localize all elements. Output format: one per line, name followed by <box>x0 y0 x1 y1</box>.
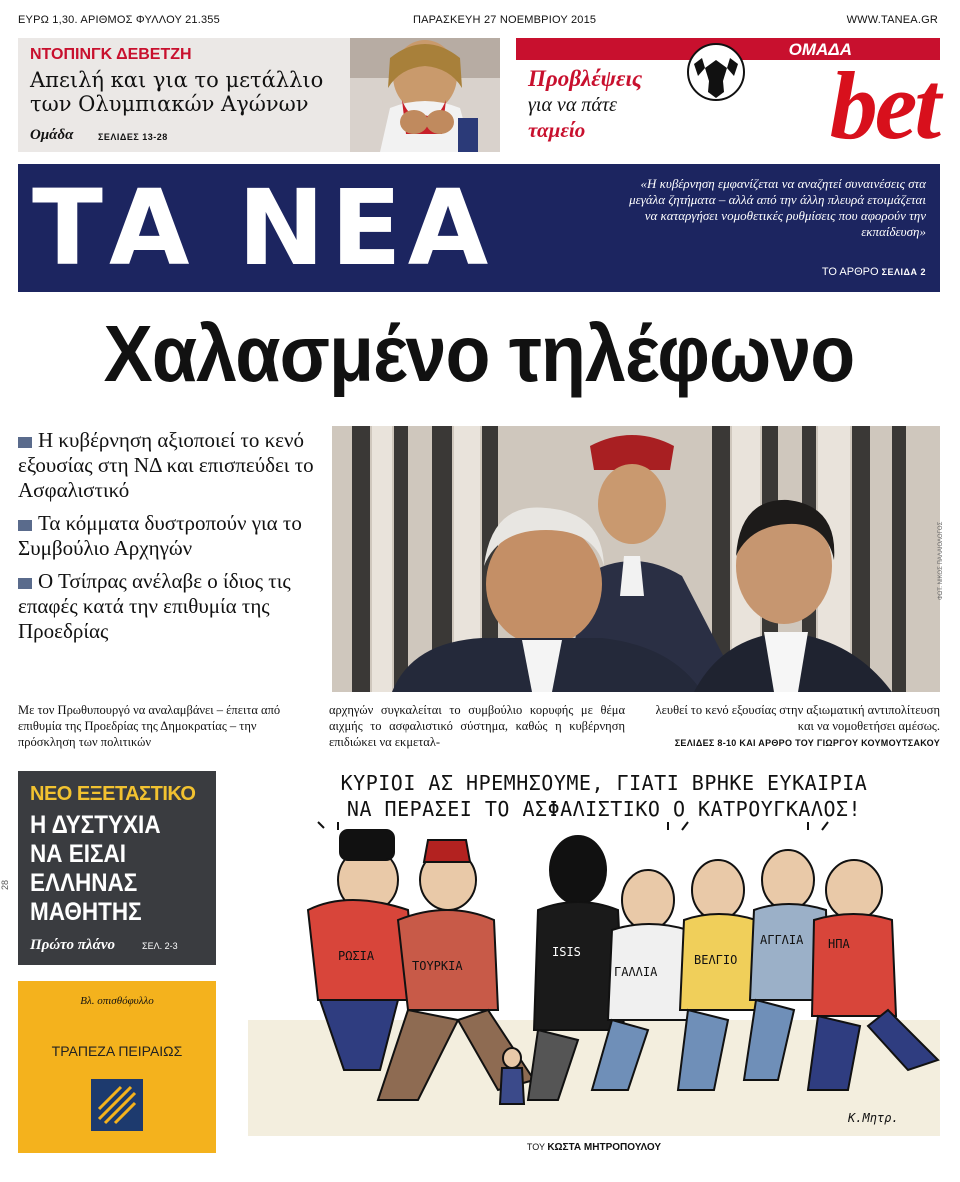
ad-note: Βλ. οπισθόφυλλο <box>80 995 154 1007</box>
bullet-text: Ο Τσίπρας ανέλαβε ο ίδιος τις επαφές κατά την επιθυμία της Προεδρίας <box>18 569 291 643</box>
cartoon-label-france: ΓΑΛΛΙΑ <box>614 965 658 979</box>
bank-logo-icon <box>91 1079 143 1131</box>
article-col-2: αρχηγών συγκαλείται το συμβούλιο κορυφής με θέμα αιχμής το ασφαλιστικό σύστημα, καθώς η κυβέρνηση επιδιώκει να εκμεταλ- <box>329 703 625 749</box>
exam-promo[interactable] <box>18 771 216 965</box>
bullet-item <box>18 569 318 644</box>
ad-bank-name: ΤΡΑΠΕΖΑ ΠΕΙΡΑΙΩΣ <box>51 1043 183 1059</box>
bullet-item <box>18 428 318 503</box>
newspaper-logo[interactable]: ΤΑ ΝΕΑ <box>32 167 495 289</box>
price-issue: ΕΥΡΩ 1,30. ΑΡΙΘΜΟΣ ΦΥΛΛΟΥ 21.355 <box>18 14 220 26</box>
promo-pages: ΣΕΛΙΔΕΣ 13-28 <box>98 132 168 142</box>
article-col-3-text: λευθεί το κενό εξουσίας στην αξιωματική αντιπολίτευση και να νομοθετήσει αμέσως. <box>655 703 940 733</box>
photo-credit: ΦΩΤ. ΝΙΚΟΣ ΠΑΛΑΙΟΛΟΓΟΣ <box>938 521 944 600</box>
sports-promo[interactable] <box>18 38 500 152</box>
article-ref-label: ΤΟ ΑΡΘΡΟ <box>821 266 879 278</box>
cartoon-drawing <box>248 770 940 1136</box>
omada-label: ΟΜΑΔΑ <box>788 40 852 59</box>
masthead <box>18 164 940 292</box>
promo-kicker: ΝΤΟΠΙΝΓΚ ΔΕΒΕΤΖΗ <box>30 46 192 63</box>
bullet-dash-icon <box>18 520 32 531</box>
site-url[interactable]: WWW.TANEA.GR <box>846 14 938 26</box>
promo-title: Απειλή και για το μετάλλιο των Ολυμπιακών Αγώνων <box>30 68 324 116</box>
bank-ad[interactable] <box>18 981 216 1153</box>
bet-line1: Προβλέψεις <box>528 66 643 91</box>
bullet-dash-icon <box>18 437 32 448</box>
cartoon-credit-prefix: ΤΟΥ <box>526 1142 545 1152</box>
cartoon-label-isis: ISIS <box>552 945 581 959</box>
cartoon-signature: Κ.Μητρ. <box>848 1111 899 1125</box>
bullet-text: Η κυβέρνηση αξιοποιεί το κενό εξουσίας στη ΝΔ και επισπεύδει το Ασφαλιστικό <box>18 428 314 502</box>
bet-logo: bet <box>829 52 938 159</box>
cartoon-credit-name: ΚΩΣΤΑ ΜΗΤΡΟΠΟΥΛΟΥ <box>547 1142 662 1153</box>
football-icon <box>686 42 746 102</box>
cartoon-label-turkey: ΤΟΥΡΚΙΑ <box>412 959 463 973</box>
exam-section: Πρώτο πλάνο <box>30 937 116 953</box>
political-cartoon[interactable] <box>248 770 940 1136</box>
exam-kicker: ΝΕΟ ΕΞΕΤΑΣΤΙΚΟ <box>30 783 196 805</box>
bullet-dash-icon <box>18 578 32 589</box>
exam-title: Η ΔΥΣΤΥΧΙΑ ΝΑ ΕΙΣΑΙ ΕΛΛΗΝΑΣ ΜΑΘΗΤΗΣ <box>30 811 161 926</box>
cartoon-caption-line1: ΚΥΡΙΟΙ ΑΣ ΗΡΕΜΗΣΟΥΜΕ, ΓΙΑΤΙ ΒΡΗΚΕ ΕΥΚΑΙΡΙΑ <box>340 771 868 795</box>
athlete-photo <box>350 38 500 152</box>
main-photo[interactable] <box>332 426 940 692</box>
masthead-article-ref[interactable] <box>822 266 926 278</box>
bet-promo[interactable] <box>516 38 940 159</box>
issue-date: ΠΑΡΑΣΚΕΥΗ 27 ΝΟΕΜΒΡΙΟΥ 2015 <box>413 14 597 26</box>
masthead-quote: «Η κυβέρνηση εμφανίζεται να αναζητεί συναινέσεις στα μεγάλα ζητήματα – αλλά από την άλλη πλευρά ετοιμάζεται να καταργήσει νομοθετικές ρυθμίσεις που αφορούν την εκπαίδευση» <box>629 176 926 239</box>
article-col-3 <box>640 702 940 751</box>
cartoon-label-russia: ΡΩΣΙΑ <box>338 949 375 963</box>
side-number: 28 <box>0 879 10 890</box>
headline-bullets <box>18 428 318 652</box>
promo-section: Ομάδα <box>30 127 74 143</box>
cartoon-label-usa: ΗΠΑ <box>828 937 850 951</box>
cartoon-label-uk: ΑΓΓΛΙΑ <box>760 933 804 947</box>
exam-pages: ΣΕΛ. 2-3 <box>142 941 178 951</box>
main-headline[interactable]: Χαλασμένο τηλέφωνο <box>103 309 855 398</box>
article-page-ref[interactable]: ΣΕΛΙΔΕΣ 8-10 ΚΑΙ ΑΡΘΡΟ ΤΟΥ ΓΙΩΡΓΟΥ ΚΟΥΜΟΥΤΣΑΚΟΥ <box>674 738 940 748</box>
cartoon-label-belgium: ΒΕΛΓΙΟ <box>694 953 738 967</box>
bet-line3: ταμείο <box>528 118 586 142</box>
cartoon-caption-line2: ΝΑ ΠΕΡΑΣΕΙ ΤΟ ΑΣΦΑΛΙΣΤΙΚΟ Ο ΚΑΤΡΟΥΓΚΑΛΟΣ! <box>346 797 862 821</box>
cartoon-credit <box>248 1142 940 1153</box>
article-ref-page: ΣΕΛΙΔΑ 2 <box>881 267 926 277</box>
bullet-item <box>18 511 318 561</box>
article-col-1: Με τον Πρωθυπουργό να αναλαμβάνει – έπειτα από επιθυμία της Προεδρίας της Δημοκρατίας – την πρόσκληση των πολιτικών <box>18 703 281 749</box>
bet-line2: για να πάτε <box>528 94 617 116</box>
top-info-bar <box>18 14 942 30</box>
bullet-text: Τα κόμματα δυστροπούν για το Συμβούλιο Αρχηγών <box>18 511 302 560</box>
